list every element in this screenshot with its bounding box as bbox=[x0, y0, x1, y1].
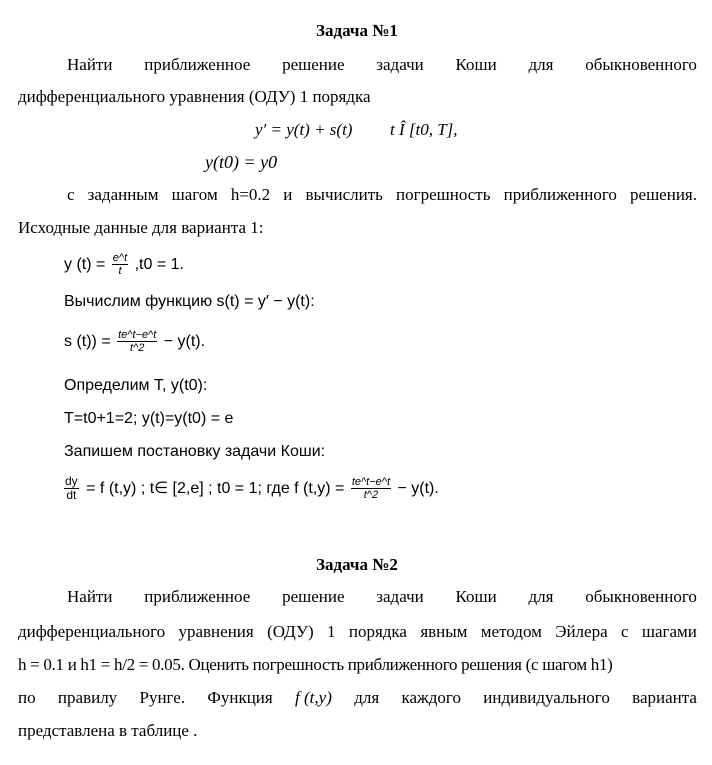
y-definition bbox=[64, 252, 184, 278]
word: задачи bbox=[376, 55, 424, 74]
task2-line3: h = 0.1 и h1 = h/2 = 0.05. Оценить погрешность приближенного решения (с шагом h1) bbox=[18, 655, 613, 674]
word: Коши bbox=[455, 587, 497, 606]
word: Найти bbox=[67, 587, 113, 606]
word: f (t,y) bbox=[295, 688, 332, 707]
s-definition bbox=[64, 327, 205, 357]
task2-title: Задача №2 bbox=[316, 555, 398, 574]
y-def-fraction bbox=[112, 252, 128, 277]
word: методом bbox=[480, 622, 542, 641]
word: уравнения bbox=[178, 622, 254, 641]
word: обыкновенного bbox=[585, 55, 697, 74]
cauchy-end: − y(t). bbox=[397, 480, 439, 497]
task1-intro-line1 bbox=[67, 55, 697, 75]
y-def-right: ,t0 = 1. bbox=[134, 256, 184, 273]
word: обыкновенного bbox=[585, 587, 697, 606]
task1-title: Задача №1 bbox=[316, 21, 398, 40]
word: Рунге. bbox=[139, 688, 186, 707]
y-def-left: y (t) = bbox=[64, 256, 106, 273]
cauchy-mid: = f (t,y) ; t∈ [2,e] ; t0 = 1; где f (t,y) = bbox=[86, 480, 345, 497]
task2-line2 bbox=[18, 622, 697, 642]
word: явным bbox=[420, 622, 468, 641]
word: решения. bbox=[630, 185, 697, 204]
fraction-denominator: t^2 bbox=[363, 489, 379, 502]
word: порядка bbox=[348, 622, 407, 641]
word: Найти bbox=[67, 55, 113, 74]
s-compute-text: Вычислим функцию s(t) = y′ − y(t): bbox=[64, 293, 315, 310]
word: заданным bbox=[87, 185, 159, 204]
word: приближенное bbox=[144, 587, 251, 606]
cauchy-equation bbox=[64, 472, 439, 506]
derivative-fraction bbox=[64, 475, 79, 502]
variant-text: Исходные данные для варианта 1: bbox=[18, 218, 264, 237]
fraction-numerator: te^t−e^t bbox=[351, 476, 390, 489]
word: для bbox=[354, 688, 380, 707]
word: погрешность bbox=[396, 185, 491, 204]
word: задачи bbox=[376, 587, 424, 606]
task2-line4 bbox=[18, 688, 697, 708]
word: шагами bbox=[641, 622, 697, 641]
word: каждого bbox=[401, 688, 461, 707]
word: (ОДУ) bbox=[267, 622, 314, 641]
fraction-denominator: dt bbox=[66, 488, 77, 503]
task2-intro-line1 bbox=[67, 587, 697, 607]
equation-y-prime: y′ = y(t) + s(t) bbox=[255, 120, 353, 139]
word: для bbox=[528, 55, 554, 74]
word: приближенного bbox=[503, 185, 617, 204]
word: h=0.2 bbox=[230, 185, 271, 204]
equation-domain: t Î [t0, T], bbox=[390, 120, 458, 139]
word: решение bbox=[282, 587, 345, 606]
s-def-right: − y(t). bbox=[163, 333, 206, 350]
T-values: T=t0+1=2; y(t)=y(t0) = e bbox=[64, 410, 234, 427]
task1-step-line bbox=[67, 185, 697, 205]
equation-initial: y(t0) = y0 bbox=[205, 152, 278, 172]
word: и bbox=[283, 185, 293, 204]
word: Функция bbox=[207, 688, 273, 707]
fraction-denominator: t bbox=[118, 265, 122, 278]
define-T-text: Определим T, y(t0): bbox=[64, 377, 208, 394]
word: дифференциального bbox=[18, 622, 166, 641]
word: решение bbox=[282, 55, 345, 74]
word: с bbox=[67, 185, 75, 204]
word: Коши bbox=[455, 55, 497, 74]
word: индивидуального bbox=[483, 688, 610, 707]
fraction-numerator: te^t−e^t bbox=[118, 329, 157, 342]
cauchy-text: Запишем постановку задачи Коши: bbox=[64, 443, 326, 460]
cauchy-fraction bbox=[351, 476, 391, 501]
s-def-fraction bbox=[117, 329, 157, 354]
word: с bbox=[620, 622, 629, 641]
word: вычислить bbox=[305, 185, 383, 204]
fraction-numerator: e^t bbox=[112, 252, 128, 265]
fraction-numerator: dy bbox=[65, 474, 78, 489]
word: шагом bbox=[171, 185, 218, 204]
word: Эйлера bbox=[555, 622, 608, 641]
word: правилу bbox=[57, 688, 118, 707]
word: по bbox=[18, 688, 36, 707]
fraction-denominator: t^2 bbox=[130, 342, 145, 355]
word: 1 bbox=[327, 622, 336, 641]
word: варианта bbox=[632, 688, 697, 707]
s-def-left: s (t)) = bbox=[64, 333, 111, 350]
task1-intro-line2: дифференциального уравнения (ОДУ) 1 порядка bbox=[18, 87, 371, 106]
word: приближенное bbox=[144, 55, 251, 74]
task2-line5: представлена в таблице . bbox=[18, 721, 198, 740]
word: для bbox=[528, 587, 554, 606]
